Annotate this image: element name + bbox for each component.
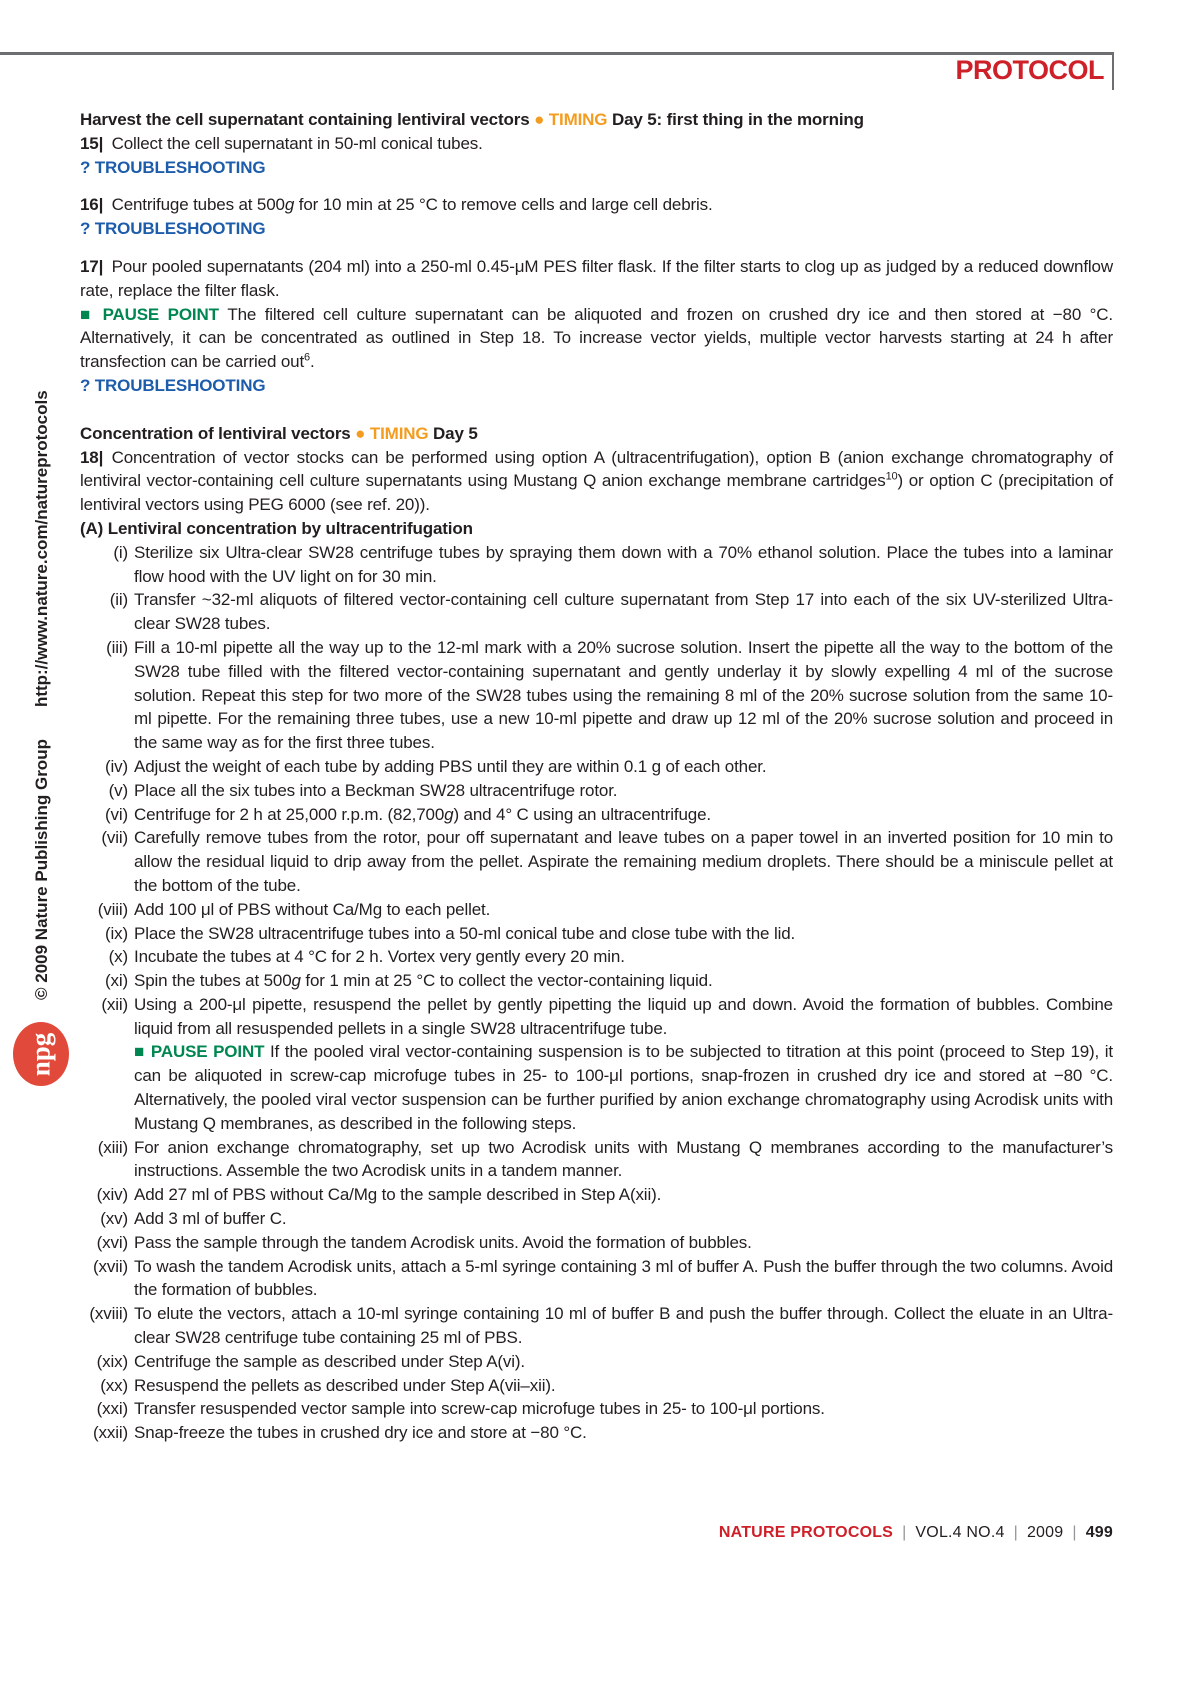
list-item-text: Incubate the tubes at 4 °C for 2 h. Vortex very gently every 20 min. [134,947,625,967]
timing-icon: ● [534,110,549,129]
step-paragraph: 17| Pour pooled supernatants (204 ml) into a 250-ml 0.45-μM PES filter flask. If the filter starts to clog up as judged by a reduced downflow rate, replace the filter flask. [80,256,1113,300]
protocol-list-item [80,779,1113,803]
list-item-text: Pass the sample through the tandem Acrodisk units. Avoid the formation of bubbles. [134,1232,752,1252]
list-item-numeral: (vii) [101,828,128,848]
sidebar-copyright: © 2009 Nature Publishing Group [32,739,51,1000]
footer-separator: | [902,1524,907,1541]
protocol-list-item [80,1255,1113,1303]
step-paragraph: ■ PAUSE POINT The filtered cell culture supernatant can be aliquoted and frozen on crushed dry ice and then stored at −80 °C. Alternatively, it can be concentrated as outlined in Step 18. To increase vector yields, multiple vector harvests starting at 24 h after transfection can be carried out$^6$. [80,304,1113,372]
list-item-text: Sterilize six Ultra-clear SW28 centrifuge tubes by spraying them down with a 70% ethanol solution. Place the tubes into a laminar flow hood with the UV light on for 30 min. [134,542,1113,586]
protocol-list-item [80,755,1113,779]
list-item-numeral: (xiv) [96,1185,128,1205]
protocol-list-item [80,922,1113,946]
section-heading: Harvest the cell supernatant containing lentiviral vectors ● TIMING Day 5: first thing in the morning [80,110,864,129]
pause-point-icon: ■ [134,1042,151,1062]
protocol-list-item [80,803,1113,827]
list-item-numeral: (ix) [105,923,128,943]
list-item-text: Add 27 ml of PBS without Ca/Mg to the sample described in Step A(xii). [134,1185,662,1205]
step-paragraph: 18| Concentration of vector stocks can be performed using option A (ultracentrifugation), option B (anion exchange chromatography of lentiviral vector-containing cell culture supernatants using Mustang Q anion exchange membrane cartridges$^{10}$) or option C (precipitation of lentiviral vectors using PEG 6000 (see ref. 20)). [80,447,1113,515]
footer-page-number: 499 [1085,1524,1113,1541]
protocol-body [80,108,1113,1445]
footer-volume: VOL.4 NO.4 [915,1524,1005,1541]
footer-separator: | [1072,1524,1077,1541]
footer-separator: | [1013,1524,1018,1541]
header-rule-vertical [1112,52,1114,90]
list-item-text: Add 3 ml of buffer C. [134,1209,287,1229]
protocol-list-item [80,1231,1113,1255]
list-item-numeral: (xv) [100,1209,128,1229]
protocol-list-item [80,1136,1113,1184]
list-item-numeral: (xx) [100,1375,128,1395]
list-item-text: Snap-freeze the tubes in crushed dry ice and store at −80 °C. [134,1423,587,1443]
list-item-numeral: (xi) [105,971,128,991]
pause-point-note: ■ PAUSE POINT If the pooled viral vector-containing suspension is to be subjected to titration at this point (proceed to Step 19), it can be aliquoted in screw-cap microfuge tubes in 25- to 100-μl portions, snap-frozen in crushed dry ice and stored at −80 °C. Alternatively, the pooled viral vector suspension can be further purified by anion exchange chromatography using Acrodisk units with Mustang Q membranes, as described in the following steps. [134,1042,1114,1133]
header-rule [0,52,1114,55]
protocol-list-item [80,993,1113,1041]
list-item-text: Place all the six tubes into a Beckman SW28 ultracentrifuge rotor. [134,780,618,800]
list-item-numeral: (x) [108,947,128,967]
list-item-numeral: (ii) [109,590,128,610]
protocol-list-item [80,636,1113,755]
troubleshooting-ref: ? TROUBLESHOOTING [80,157,266,177]
step-paragraph: 15| Collect the cell supernatant in 50-ml conical tubes. [80,133,483,153]
page-type-label: PROTOCOL [955,55,1104,85]
list-item-text: Adjust the weight of each tube by adding PBS until they are within 0.1 g of each other. [134,756,767,776]
protocol-list-item [80,1374,1113,1398]
protocol-list-item [80,1302,1113,1350]
list-item-text: Carefully remove tubes from the rotor, pour off supernatant and leave tubes on a paper towel in an inverted position for 10 min to allow the residual liquid to drip away from the pellet. Aspirate the remaining medium droplets. There should be a miniscule pellet at the bottom of the tube. [134,828,1113,895]
protocol-list-item [80,898,1113,922]
list-item-numeral: (xii) [101,994,128,1014]
list-item-text: Place the SW28 ultracentrifuge tubes into a 50-ml conical tube and close tube with the lid. [134,923,796,943]
list-item-numeral: (xix) [96,1351,128,1371]
list-item-numeral: (iii) [106,637,128,657]
list-item-text: To elute the vectors, attach a 10-ml syringe containing 10 ml of buffer B and push the buffer through. Collect the eluate in an Ultra-clear SW28 centrifuge tube containing 25 ml of PBS. [134,1304,1113,1348]
list-item-numeral: (xxii) [93,1423,128,1443]
list-item-text: Spin the tubes at 500g for 1 min at 25 °C to collect the vector-containing liquid. [134,971,713,991]
footer-line [0,1524,1113,1542]
npg-logo-text: npg [25,1032,56,1076]
footer-journal: NATURE PROTOCOLS [718,1524,894,1541]
protocol-list-item [80,1421,1113,1445]
list-item-numeral: (xvi) [96,1232,128,1252]
list-item-numeral: (v) [108,780,128,800]
protocol-list-item [80,826,1113,897]
npg-logo [13,1022,69,1086]
sidebar-imprint [32,368,52,1000]
troubleshooting-ref: ? TROUBLESHOOTING [80,375,266,395]
protocol-list-item [80,541,1113,589]
timing-icon: ● [355,423,370,443]
protocol-list-item [80,969,1113,993]
step-paragraph: 16| Centrifuge tubes at 500g for 10 min at 25 °C to remove cells and large cell debris. [80,195,713,215]
protocol-list-item [80,945,1113,969]
list-item-text: Add 100 μl of PBS without Ca/Mg to each pellet. [134,899,491,919]
list-item-numeral: (xiii) [97,1137,128,1157]
list-item-numeral: (xviii) [89,1304,128,1324]
list-item-text: Transfer ~32-ml aliquots of filtered vector-containing cell culture supernatant from Step 17 into each of the six UV-sterilized Ultra-clear SW28 tubes. [134,590,1113,634]
list-item-text: Using a 200-μl pipette, resuspend the pellet by gently pipetting the liquid up and down. Avoid the formation of bubbles. Combine liquid from all resuspended pellets in a single SW28 ultracentrifuge tube. [134,994,1113,1038]
list-item-numeral: (i) [113,542,128,562]
section-heading: (A) Lentiviral concentration by ultracentrifugation [80,518,473,538]
list-item-text: Centrifuge the sample as described under Step A(vi). [134,1351,525,1371]
protocol-list-item [80,588,1113,636]
list-item-text: To wash the tandem Acrodisk units, attach a 5-ml syringe containing 3 ml of buffer A. Push the buffer through the two columns. Avoid the formation of bubbles. [134,1256,1113,1300]
protocol-list-item [80,1397,1113,1421]
protocol-list-item [80,1350,1113,1374]
list-item-text: Transfer resuspended vector sample into screw-cap microfuge tubes in 25- to 100-μl portions. [134,1399,825,1419]
pause-point-icon: ■ [80,304,103,324]
list-item-text: For anion exchange chromatography, set up two Acrodisk units with Mustang Q membranes according to the manufacturer’s instructions. Assemble the two Acrodisk units in a tandem manner. [134,1137,1113,1181]
troubleshooting-ref: ? TROUBLESHOOTING [80,219,266,239]
list-item-numeral: (xvii) [93,1256,128,1276]
list-item-numeral: (vi) [105,804,128,824]
protocol-list-item [80,1183,1113,1207]
list-item-text: Centrifuge for 2 h at 25,000 r.p.m. (82,700g) and 4° C using an ultracentrifuge. [134,804,711,824]
section-heading: Concentration of lentiviral vectors ● TIMING Day 5 [80,423,478,443]
footer-year: 2009 [1026,1524,1064,1541]
list-item-numeral: (iv) [105,756,128,776]
list-item-numeral: (viii) [97,899,128,919]
protocol-list-item [80,1207,1113,1231]
sidebar-url: http://www.nature.com/natureprotocols [32,390,51,708]
list-item-text: Fill a 10-ml pipette all the way up to the 12-ml mark with a 20% sucrose solution. Insert the pipette all the way to the bottom of the SW28 tube filled with the filtered vector-containing supernatant and gently underlay it by slowly expelling 4 ml of the sucrose solution. Repeat this step for two more of the SW28 tubes using the remaining 8 ml of the 20% sucrose solution from the same 10-ml pipette. For the remaining three tubes, use a new 10-ml pipette and draw up 12 ml of the 20% sucrose solution and proceed in the same way as for the first three tubes. [134,637,1113,753]
list-item-numeral: (xxi) [96,1399,128,1419]
list-item-text: Resuspend the pellets as described under Step A(vii–xii). [134,1375,556,1395]
